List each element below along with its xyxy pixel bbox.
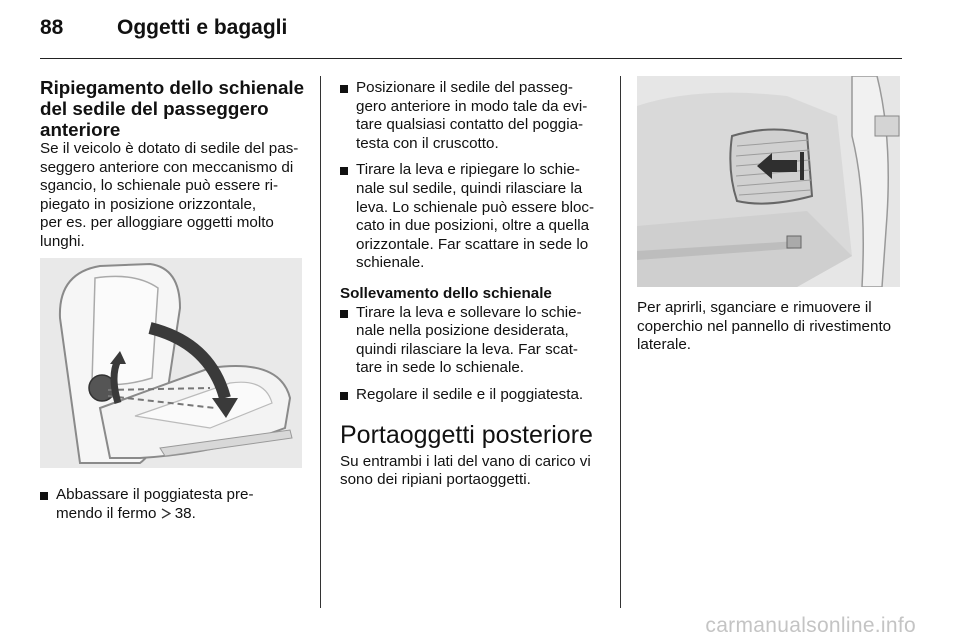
bullet-square-icon	[340, 310, 348, 318]
chapter-title: Oggetti e bagagli	[117, 16, 288, 39]
list-item: Tirare la leva e sollevare lo schie- nale nella posizione desiderata, quindi rilasciare la leva. Far scat- tare in sede lo schienale.	[340, 304, 612, 378]
intro-paragraph: Se il veicolo è dotato di sedile del pas- seggero anteriore con meccanismo di sgancio, lo schienale può essere ri- piegato in posizione orizzontale, per es. per alloggiare oggetti molto lunghi.	[40, 140, 299, 250]
section-heading-seat: Ripiegamento dello schienale del sedile del passeggero anteriore	[40, 77, 305, 140]
column-divider-2	[620, 76, 621, 608]
bullet-square-icon	[340, 167, 348, 175]
bullet-square-icon	[40, 492, 48, 500]
storage-panel-illustration	[637, 76, 900, 287]
seat-drawing	[40, 258, 302, 468]
bullet-square-icon	[340, 392, 348, 400]
list-item: Posizionare il sedile del passeg- gero anteriore in modo tale da evi- tare qualsiasi contatto del poggia- testa con il cruscotto.	[340, 79, 612, 153]
column-1	[40, 77, 310, 252]
header-rule	[40, 58, 902, 59]
column-divider-1	[320, 76, 321, 608]
column-1-bullet	[40, 486, 310, 523]
bullet-square-icon	[340, 85, 348, 93]
section-title-rear-storage: Portaoggetti posteriore	[340, 420, 593, 449]
subheading-raise-backrest: Sollevamento dello schienale	[340, 284, 552, 302]
page-number: 88	[40, 16, 64, 39]
list-item: Tirare la leva e ripiegare lo schie- nale sul sedile, quindi rilasciare la leva. Lo schienale può essere bloc- cato in due posizioni, oltre a quella orizzontale. Far scattare in sede lo schienale.	[340, 161, 612, 273]
seat-illustration	[40, 258, 302, 468]
column-2	[340, 79, 612, 490]
watermark: carmanualsonline.info	[705, 614, 916, 637]
list-item: Abbassare il poggiatesta pre- mendo il fermo 38.	[40, 486, 310, 523]
storage-caption: Per aprirli, sganciare e rimuovere il coperchio nel pannello di rivestimento laterale.	[637, 299, 892, 354]
column-3	[637, 299, 907, 355]
rear-storage-paragraph: Su entrambi i lati del vano di carico vi sono dei ripiani portaoggetti.	[340, 452, 591, 489]
page-reference: 38.	[174, 504, 196, 522]
page-header	[40, 16, 910, 56]
list-item: Regolare il sedile e il poggiatesta.	[340, 386, 612, 405]
page-reference-icon	[161, 508, 171, 519]
storage-panel-drawing	[637, 76, 900, 287]
